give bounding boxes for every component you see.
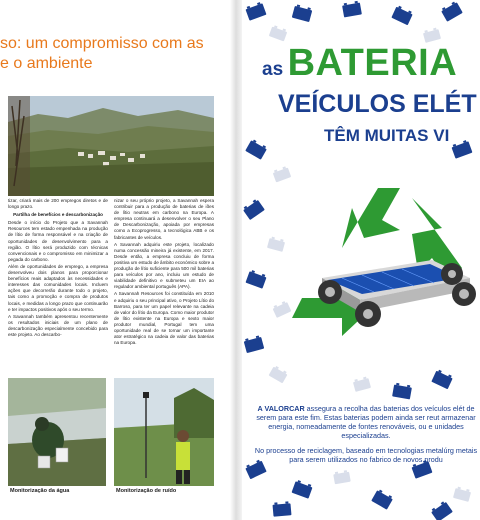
title-line-2: VEÍCULOS ELÉT [278, 90, 477, 118]
paragraph: tizar, criará mais de 200 empregos diretos e de longo prazo. [8, 198, 108, 210]
paragraph: Além de oportunidades de emprego, a empresa desenvolveu dois planos para proporcionar benefícios reais adaptados às necessidades e interesses das comunidades locais. Incluem ações que decorrerão durante todo o projeto, tais como a promoção e compra de produtos locais, e medidas a longo prazo que continuarão e ter impactos positivos após o seu termo. [8, 263, 108, 312]
title-baterias: BATERIA [287, 42, 458, 84]
water-monitoring-photo [8, 378, 106, 486]
column-2 [114, 198, 214, 347]
recycle-battery-illustration [282, 168, 480, 378]
article-headline [0, 34, 236, 74]
headline-line-1: so: um compromisso com as [0, 35, 204, 52]
paragraph: No processo de reciclagem, baseado em tecnologias metalúrg metais para serem utilizados no fabrico de novos produ [254, 446, 478, 464]
subheading: Partilha de benefícios e descarbonização [13, 212, 103, 218]
paragraph: A VALORCAR assegura a recolha das baterias dos veículos elét de serem para este fim. Estas baterias podem ainda ser reut armazenar energia, nomeadamente de fontes renováveis, ou e unidades especializadas. [256, 404, 476, 440]
feature-text [252, 404, 480, 470]
title-line-3: TÊM MUITAS VI [324, 126, 450, 145]
headline-line-2: e o ambiente [0, 55, 93, 72]
title-as: as [262, 59, 284, 80]
landscape-photo [8, 96, 214, 196]
column-1 [8, 198, 108, 339]
paragraph: A Savannah também apresentou recentemente os resultados iniciais de um plano de descarbonização especialmente concebido para este projeto. Ao descarbo- [8, 313, 108, 337]
page-gutter [230, 0, 242, 520]
paragraph: Desde o início do Projeto que a Savannah Resources tem estado empenhada na produção de lítio de forma responsável e na criação de oportunidades de desenvolvimento para a região. O lítio será produzido com técnicas convencionais e o compromisso em minimizar a pegada do carbono. [8, 220, 108, 262]
paragraph: A Savannah adquiriu este projeto, localizado numa concessão mineira já existente, em 2017. Desde então, a empresa concluiu de forma positiva um estudo de âmbito económico sobre a produção de lítio suficiente para 500 mil baterias para veículos por ano, incluiu um estudo de viabilidade definitivo e submeteu um EIA ao regulador ambiental português (APA). [114, 241, 214, 290]
photo-caption: Monitorização de ruído [116, 488, 177, 494]
noise-monitoring-photo [114, 378, 214, 486]
paragraph: nizar o seu próprio projeto, a Savannah espera contribuir para a produção de baterias de iões de lítio neutras em carbono na Europa. A empresa continuará a desenvolver o seu Plano de Descarbonização, apoiada por empresas como a Ecoprogresso, a tecnológica ABB e os fabricantes de veículos. [114, 198, 214, 240]
right-page [242, 0, 480, 520]
left-page [0, 0, 236, 520]
photo-caption: Monitorização da água [10, 488, 70, 494]
article-body [8, 198, 214, 374]
brand-name: A VALORCAR [257, 404, 305, 413]
paragraph: A Savannah Resources foi constituída em 2010 e adquiriu o seu principal ativo, o Projeto Lítio do Barroso, para ter um papel relevante na cadeia de valor do lítio da Europa. Como maior produtor de lítio existente na Europa e sexto maior produtor mundial, Portugal tem uma oportunidade real de se tornar um importante ator estratégico na cadeia de valor das baterias na Europa. [114, 291, 214, 346]
title-line-1 [262, 42, 457, 85]
